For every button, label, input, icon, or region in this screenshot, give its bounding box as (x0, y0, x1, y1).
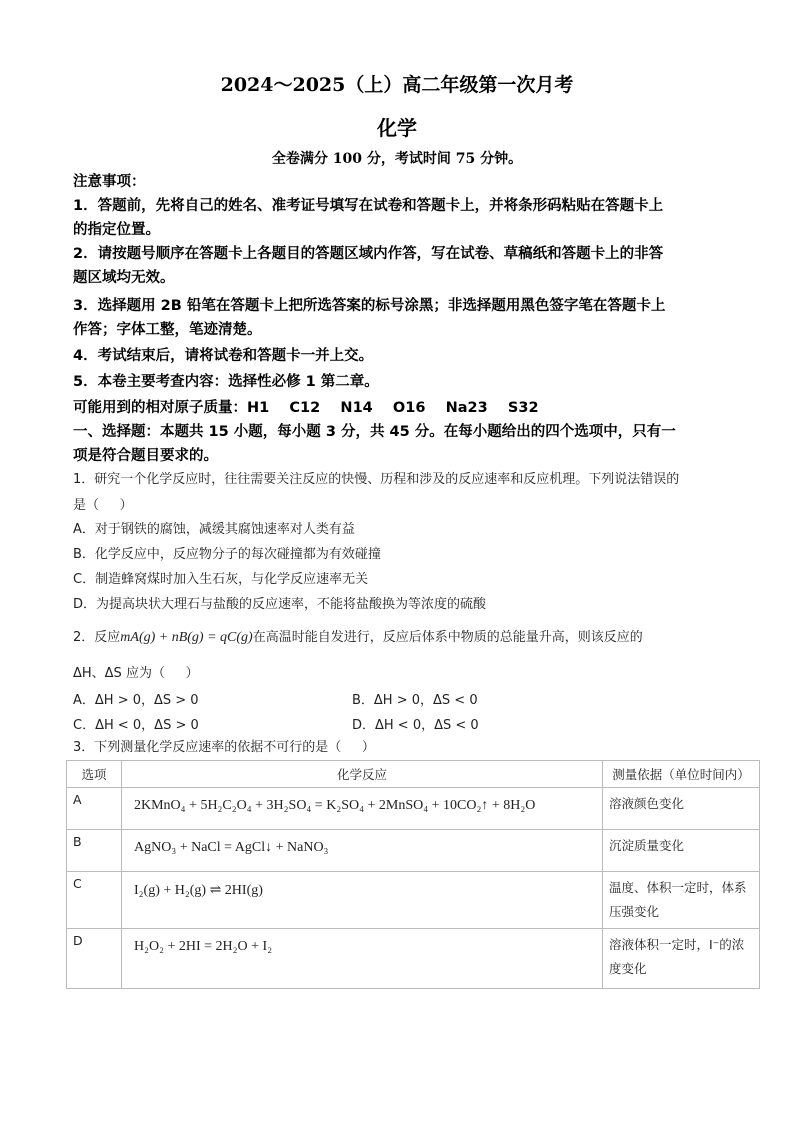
q2-prefix: 2．反应 (73, 630, 121, 645)
notice-item: 5．本卷主要考查内容：选择性必修 1 第二章。 (73, 374, 379, 390)
q1-stem: 是（ ） (73, 498, 133, 513)
notice-item: 3．选择题用 2B 铅笔在答题卡上把所选答案的标号涂黑；非选择题用黑色签字笔在答题卡上 (73, 298, 666, 314)
exam-subject: 化学 (377, 116, 417, 140)
q2-suffix: 在高温时能自发进行，反应后体系中物质的总能量升高，则该反应的 (252, 630, 643, 645)
notice-item: 2．请按题号顺序在答题卡上各题目的答题区域内作答，写在试卷、草稿纸和答题卡上的非答 (73, 246, 664, 262)
row-basis: 温度、体积一定时，体系压强变化 (603, 872, 760, 929)
q2-option-c: C．ΔH < 0，ΔS > 0 (73, 718, 199, 733)
exam-meta: 全卷满分 100 分，考试时间 75 分钟。 (271, 151, 523, 167)
exam-title: 2024～2025（上）高二年级第一次月考 (220, 74, 574, 96)
table-row (67, 872, 760, 929)
table-header-row (67, 761, 760, 788)
notice-item: 的指定位置。 (73, 222, 160, 238)
row-reaction: AgNO₃ + NaCl = AgCl↓ + NaNO₃ (122, 830, 603, 872)
q3-stem: 3．下列测量化学反应速率的依据不可行的是（ ） (73, 740, 375, 755)
row-option: A (67, 788, 122, 830)
row-basis: 溶液体积一定时，I⁻的浓度变化 (603, 929, 760, 989)
row-reaction: 2KMnO₄ + 5H₂C₂O₄ + 3H₂SO₄ = K₂SO₄ + 2MnSO₄ + 10CO₂↑ + 8H₂O (122, 788, 603, 830)
q2-option-a: A．ΔH > 0，ΔS > 0 (73, 693, 199, 708)
row-reaction: H₂O₂ + 2HI = 2H₂O + I₂ (122, 929, 603, 989)
section-heading: 项是符合题目要求的。 (73, 448, 218, 464)
table-row (67, 830, 760, 872)
column-header: 选项 (67, 761, 122, 788)
row-option: B (67, 830, 122, 872)
section-heading: 一、选择题：本题共 15 小题，每小题 3 分，共 45 分。在每小题给出的四个选项中，只有一 (73, 424, 676, 440)
notice-item: 4．考试结束后，请将试卷和答题卡一并上交。 (73, 348, 374, 364)
notice-heading: 注意事项： (73, 174, 146, 190)
row-basis: 溶液颜色变化 (603, 788, 760, 830)
q1-option-b: B．化学反应中，反应物分子的每次碰撞都为有效碰撞 (73, 547, 381, 562)
atomic-masses: 可能用到的相对原子质量：H1 C12 N14 O16 Na23 S32 (73, 400, 539, 416)
notice-item: 作答；字体工整，笔迹清楚。 (73, 322, 262, 338)
column-header: 测量依据（单位时间内） (603, 761, 760, 788)
q2-equation: mA(g) + nB(g) = qC(g) (120, 630, 253, 645)
q2-stem (73, 626, 733, 650)
q1-option-d: D．为提高块状大理石与盐酸的反应速率，不能将盐酸换为等浓度的硫酸 (73, 597, 487, 612)
row-option: D (67, 929, 122, 989)
q1-option-c: C．制造蜂窝煤时加入生石灰，与化学反应速率无关 (73, 572, 369, 587)
q3-table (66, 760, 760, 989)
q1-stem: 1．研究一个化学反应时，往往需要关注反应的快慢、历程和涉及的反应速率和反应机理。下列说法错误的 (73, 472, 680, 487)
row-basis: 沉淀质量变化 (603, 830, 760, 872)
column-header: 化学反应 (122, 761, 603, 788)
q2-option-d: D．ΔH < 0，ΔS < 0 (352, 718, 479, 733)
row-option: C (67, 872, 122, 929)
q2-option-b: B．ΔH > 0，ΔS < 0 (352, 693, 478, 708)
table-row (67, 929, 760, 989)
notice-item: 题区域均无效。 (73, 270, 175, 286)
q1-option-a: A．对于钢铁的腐蚀，减缓其腐蚀速率对人类有益 (73, 522, 355, 537)
q2-stem: ΔH、ΔS 应为（ ） (73, 666, 199, 681)
notice-item: 1．答题前，先将自己的姓名、准考证号填写在试卷和答题卡上，并将条形码粘贴在答题卡上 (73, 198, 664, 214)
row-reaction: I₂(g) + H₂(g) ⇌ 2HI(g) (122, 872, 603, 929)
table-row (67, 788, 760, 830)
